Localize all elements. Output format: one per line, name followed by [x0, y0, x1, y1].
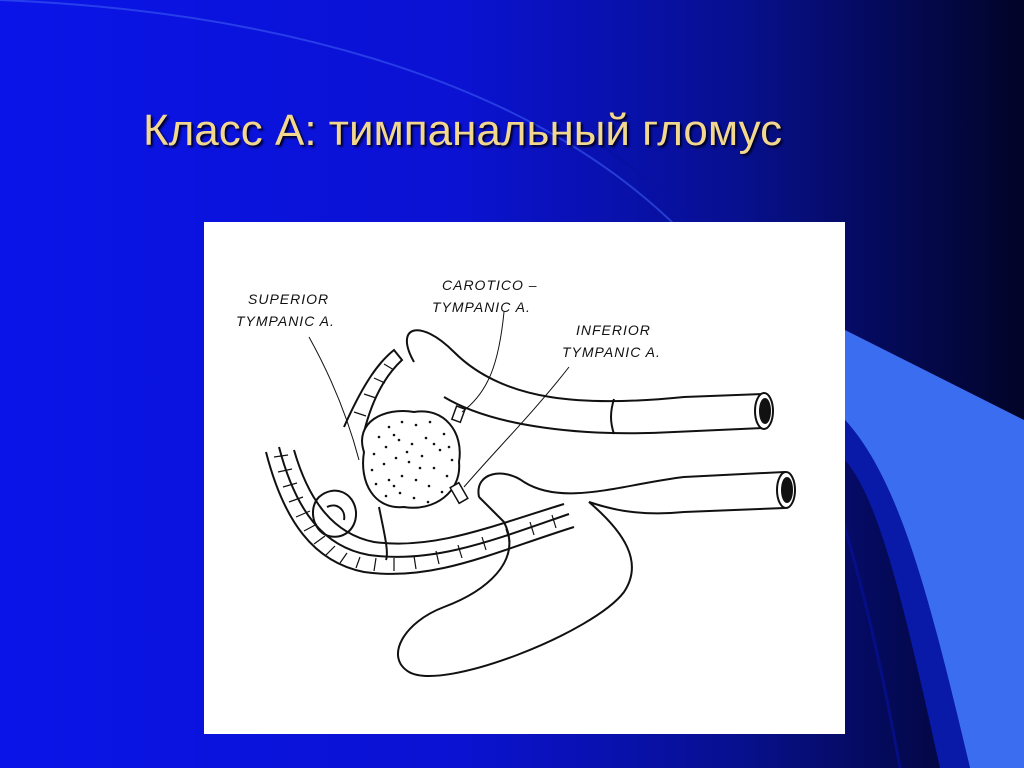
slide-title: Класс А: тимпанальный гломус: [143, 106, 783, 155]
glomus-tumor: [362, 411, 460, 508]
label-inferior-line2: TYMPANIC A.: [562, 344, 661, 360]
label-inferior-line1: INFERIOR: [576, 322, 651, 338]
superior-leader: [309, 337, 359, 460]
inferior-leader: [464, 367, 569, 487]
glomus-tympanicum-drawing: [204, 222, 845, 734]
label-carotico-line2: TYMPANIC A.: [432, 299, 531, 315]
label-superior-line1: SUPERIOR: [248, 291, 330, 307]
label-carotico-line1: CAROTICO –: [442, 277, 538, 293]
carotico-leader: [462, 312, 504, 412]
label-superior-line2: TYMPANIC A.: [236, 313, 335, 329]
anatomy-figure: [204, 222, 845, 734]
ossicle: [313, 491, 356, 537]
lower-vessel: [398, 472, 784, 676]
carotico-tympanic-stub: [452, 406, 465, 422]
